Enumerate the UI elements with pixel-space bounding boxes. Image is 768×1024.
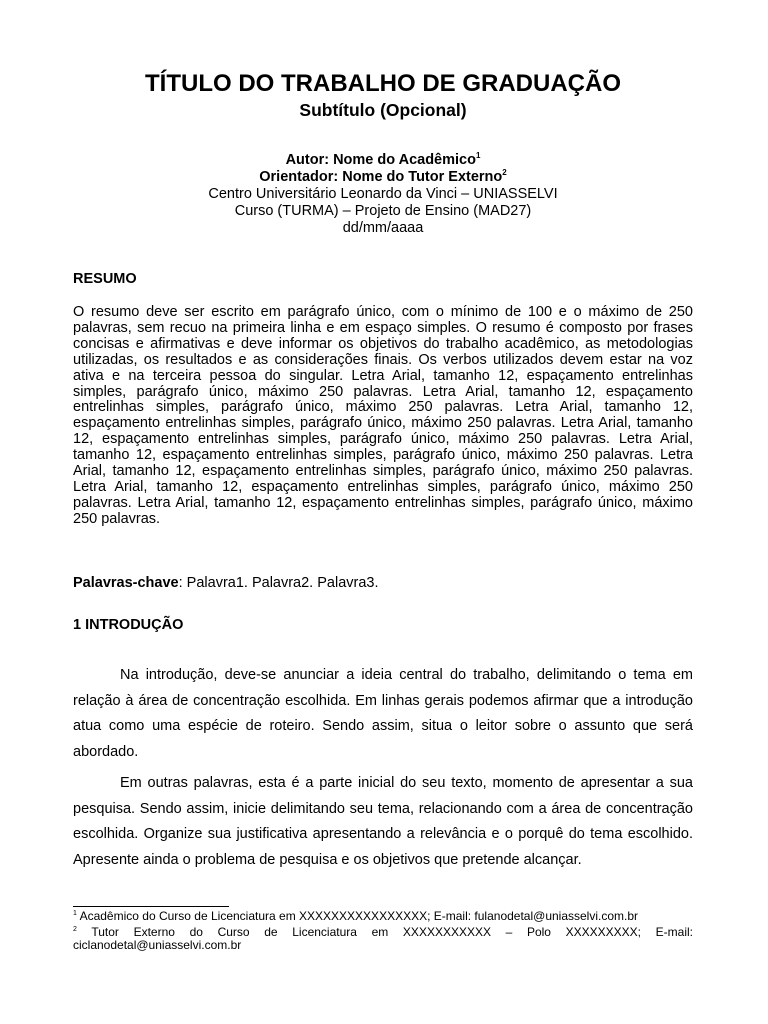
date-line: dd/mm/aaaa <box>342 220 424 236</box>
document-title: TÍTULO DO TRABALHO DE GRADUAÇÃO <box>145 70 621 97</box>
abstract-text: O resumo deve ser escrito em parágrafo único, com o mínimo de 100 e o máximo de 250 palavras, sem recuo na primeira linha e em espaço simples. O resumo é composto por frases concisas e afirmativas e deve informar os objetivos do trabalho acadêmico, as metodologias utilizadas, os resultados e as considerações finais. Os verbos utilizados devem estar na voz ativa e na terceira pessoa do singular. Letra Arial, tamanho 12, espaçamento entrelinhas simples, parágrafo único, máximo 250 palavras. Letra Arial, tamanho 12, espaçamento entrelinhas simples, parágrafo único, máximo 250 palavras. Letra Arial, tamanho 12, espaçamento entrelinhas simples, parágrafo único, máximo 250 palavras. Letra Arial, tamanho 12, espaçamento entrelinhas simples, parágrafo único, máximo 250 palavras. Letra Arial, tamanho 12, espaçamento entrelinhas simples, parágrafo único, máximo 250 palavras. Letra Arial, tamanho 12, espaçamento entrelinhas simples, parágrafo único, máximo 250 palavras. Letra Arial, tamanho 12, espaçamento entrelinhas simples, parágrafo único, máximo 250 palavras. Letra Arial, tamanho 12, espaçamento entrelinhas simples, parágrafo único, máximo 250 palavras. <box>73 304 693 527</box>
keywords-text: : Palavra1. Palavra2. Palavra3. <box>178 575 379 591</box>
advisor-line <box>73 169 693 186</box>
author-footnote-mark: 1 <box>475 151 481 161</box>
advisor-footnote-mark: 2 <box>502 168 507 178</box>
footnote-separator <box>73 906 229 907</box>
footnote-2-text: Tutor Externo do Curso de Licenciatura em XXXXXXXXXXX – Polo XXXXXXXXX; E-mail: ciclanodetal@uniasselvi.com.br <box>73 925 693 952</box>
author-label: Autor: Nome do Acadêmico <box>285 152 476 168</box>
footnote-1 <box>73 910 693 923</box>
footnote-2-mark: 2 <box>73 926 77 933</box>
abstract-heading: RESUMO <box>73 271 137 287</box>
introduction-heading: 1 INTRODUÇÃO <box>73 617 184 633</box>
institution-line: Centro Universitário Leonardo da Vinci – UNIASSELVI <box>208 186 558 202</box>
footnote-2 <box>73 926 693 952</box>
introduction-paragraph-1: Na introdução, deve-se anunciar a ideia central do trabalho, delimitando o tema em relação à área de concentração escolhida. Em linhas gerais podemos afirmar que a introdução atua como uma espécie de roteiro. Sendo assim, situa o leitor sobre o assunto que será abordado. <box>73 667 693 760</box>
author-line <box>73 152 693 169</box>
footnote-1-mark: 1 <box>73 910 77 917</box>
advisor-label: Orientador: Nome do Tutor Externo <box>259 169 503 185</box>
document-subtitle: Subtítulo (Opcional) <box>299 100 467 120</box>
document-meta <box>73 152 693 237</box>
keywords-label: Palavras-chave <box>73 575 179 591</box>
footnote-1-text: Acadêmico do Curso de Licenciatura em XXXXXXXXXXXXXXXX; E-mail: fulanodetal@uniasselvi.com.br <box>76 909 639 923</box>
introduction-paragraph-2: Em outras palavras, esta é a parte inicial do seu texto, momento de apresentar a sua pesquisa. Sendo assim, inicie delimitando seu tema, relacionando com a área de concentração escolhida. Organize sua justificativa apresentando a relevância e o porquê do tema escolhido. Apresente ainda o problema de pesquisa e os objetivos que pretende alcançar. <box>73 775 693 868</box>
keywords-line <box>73 575 379 592</box>
course-line: Curso (TURMA) – Projeto de Ensino (MAD27) <box>234 203 532 219</box>
